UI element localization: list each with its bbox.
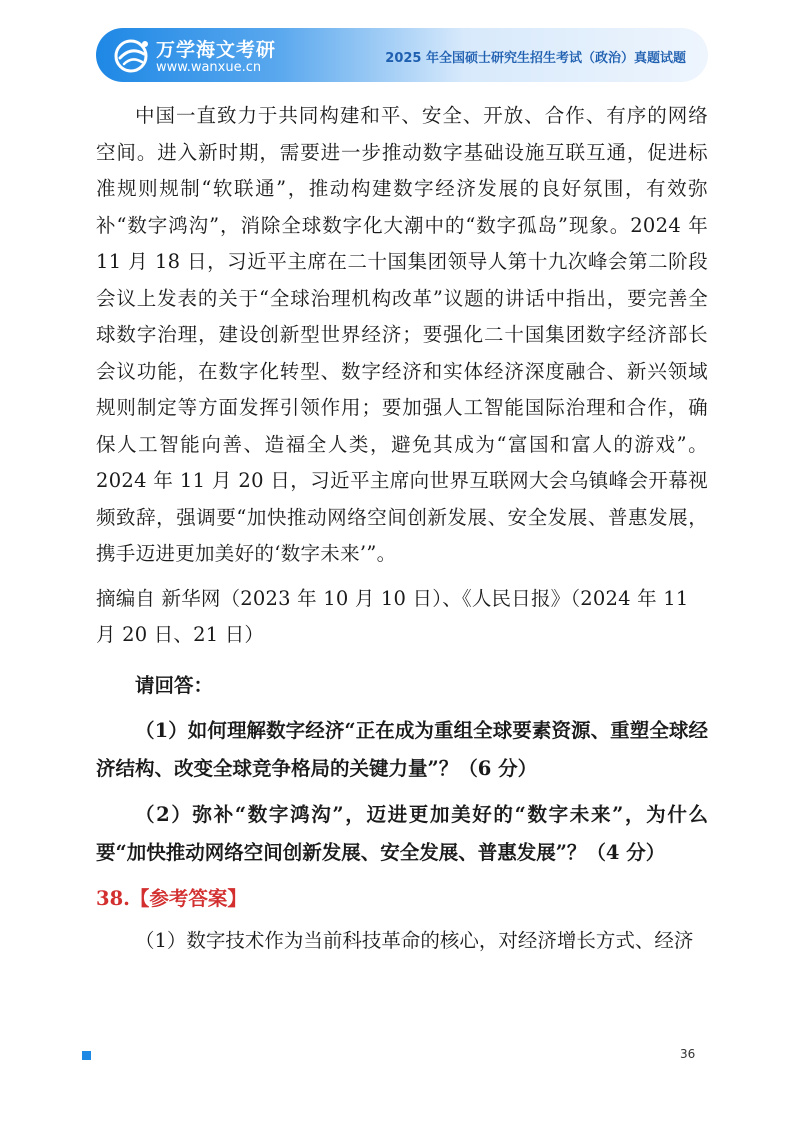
- answer-text: （1）数字技术作为当前科技革命的核心，对经济增长方式、经济: [135, 929, 694, 952]
- source-citation: 摘编自 新华网（2023 年 10 月 10 日）、《人民日报》（2024 年 11 月 20 日、21 日）: [96, 586, 689, 646]
- brand-name: 万学海文考研: [156, 39, 277, 61]
- exam-title: 2025 年全国硕士研究生招生考试（政治）真题试题: [385, 51, 686, 66]
- answer-heading: 38.【参考答案】: [96, 887, 247, 910]
- page-number: 36: [680, 1047, 696, 1061]
- material-paragraph: 中国一直致力于共同构建和平、安全、开放、合作、有序的网络空间。进入新时期，需要进一步推动数字基础设施互联互通，促进标准规则规制“软联通”，推动构建数字经济发展的良好氛围，有效弥补“数字鸿沟”，消除全球数字化大潮中的“数字孤岛”现象。2024 年 11 月 18 日，习近平主席在二十国集团领导人第十九次峰会第二阶段会议上发表的关于“全球治理机构改革”议题的讲话中指出，要完善全球数字治理，建设创新型世界经济；要强化二十国集团数字经济部长会议功能，在数字化转型、数字经济和实体经济深度融合、新兴领域规则制定等方面发挥引领作用；要加强人工智能国际治理和合作，确保人工智能向善、造福全人类，避免其成为“富国和富人的游戏”。2024 年 11 月 20 日，习近平主席向世界互联网大会乌镇峰会开幕视频致辞，强调要“加快推动网络空间创新发展、安全发展、普惠发展，携手迈进更加美好的‘数字未来’”。: [96, 104, 708, 565]
- question-prompt: 请回答：: [135, 673, 214, 697]
- page-header: [96, 28, 708, 82]
- page-content: [96, 98, 708, 960]
- question-2: （2）弥补“数字鸿沟”，迈进更加美好的“数字未来”，为什么要“加快推动网络空间创新发展、安全发展、普惠发展”？（4 分）: [96, 803, 708, 864]
- brand-url: www.wanxue.cn: [156, 60, 262, 75]
- wanxue-logo-icon: [112, 36, 152, 74]
- question-1: （1）如何理解数字经济“正在成为重组全球要素资源、重塑全球经济结构、改变全球竞争格局的关键力量”？（6 分）: [96, 719, 708, 780]
- footer-square-icon: [82, 1051, 91, 1060]
